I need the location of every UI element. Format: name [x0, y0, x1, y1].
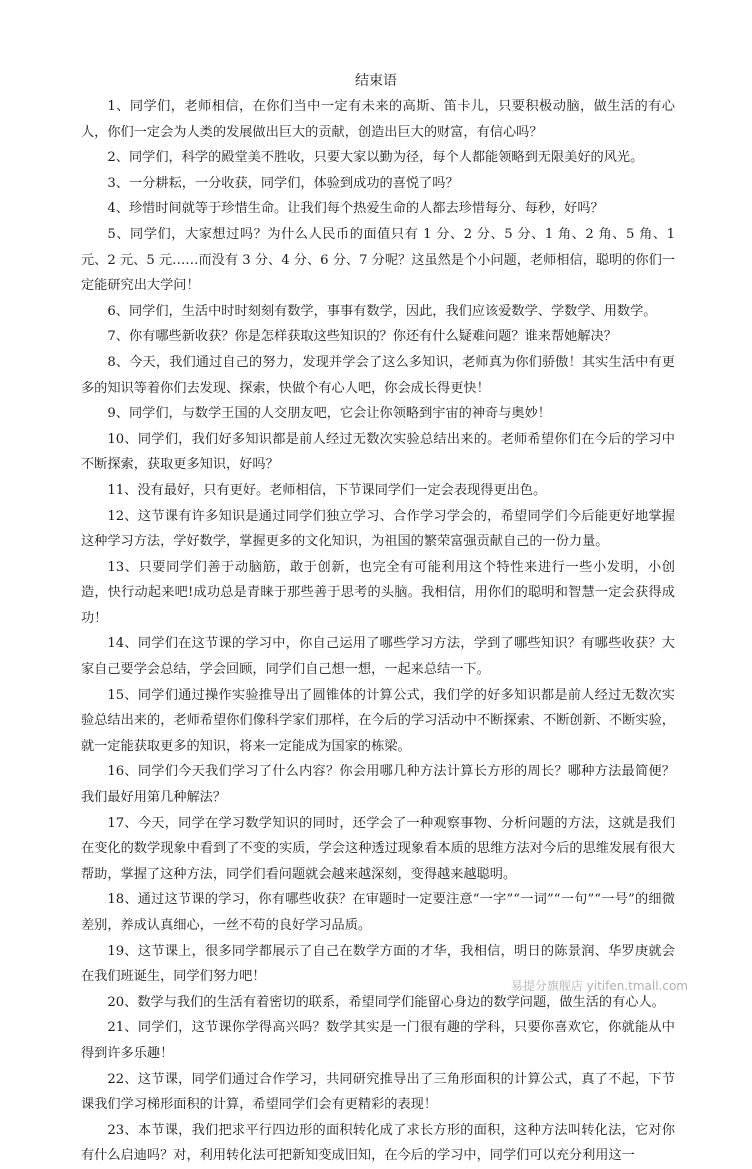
document-body [81, 94, 675, 1169]
paragraph: 23、本节课，我们把求平行四边形的面积转化成了求长方形的面积，这种方法叫转化法，它对你有什么启迪吗？对，利用转化法可把新知变成旧知，在今后的学习中，同学们可以充分利用这一 [81, 1122, 675, 1164]
paragraph: 22、这节课，同学们通过合作学习，共同研究推导出了三角形面积的计算公式，真了不起，下节课我们学习梯形面积的计算，希望同学们会有更精彩的表现！ [81, 1071, 675, 1113]
paragraph: 7、你有哪些新收获？你是怎样获取这些知识的？你还有什么疑难问题？谁来帮她解决？ [107, 329, 617, 345]
page-title: 结束语 [355, 73, 397, 89]
paragraph: 3、一分耕耘，一分收获，同学们，体验到成功的喜悦了吗？ [107, 175, 459, 191]
paragraph: 12、这节课有许多知识是通过同学们独立学习、合作学习学会的，希望同学们今后能更好地掌握这种学习方法，学好数学，掌握更多的文化知识，为祖国的繁荣富强贡献自己的一份力量。 [81, 508, 675, 550]
paragraph: 21、同学们，这节课你学得高兴吗？数学其实是一门很有趣的学科，只要你喜欢它，你就能从中得到许多乐趣！ [81, 1020, 675, 1061]
paragraph: 17、今天，同学在学习数学知识的同时，还学会了一种观察事物、分析问题的方法，这就是我们在变化的数学现象中看到了不变的实质，学会这种透过现象看本质的思维方法对今后的思维发展有很大帮助，掌握了这种方法，同学们看问题就会越来越深刻，变得越来越聪明。 [81, 815, 675, 882]
paragraph: 20、数学与我们的生活有着密切的联系，希望同学们能留心身边的数学问题，做生活的有心人。 [107, 994, 665, 1010]
paragraph: 4、珍惜时间就等于珍惜生命。让我们每个热爱生命的人都去珍惜每分、每秒，好吗？ [107, 201, 604, 217]
paragraph: 1、同学们，老师相信，在你们当中一定有未来的高斯、笛卡儿，只要积极动脑，做生活的有心人，你们一定会为人类的发展做出巨大的贡献，创造出巨大的财富，有信心吗？ [81, 99, 675, 140]
paragraph: 11、没有最好，只有更好。老师相信，下节课同学们一定会表现得更出色。 [107, 482, 547, 498]
paragraph: 2、同学们，科学的殿堂美不胜收，只要大家以勤为径，每个人都能领略到无限美好的风光。 [107, 150, 644, 166]
paragraph: 6、同学们，生活中时时刻刻有数学，事事有数学，因此，我们应该爱数学、学数学、用数学。 [107, 303, 657, 319]
paragraph: 14、同学们在这节课的学习中，你自己运用了哪些学习方法，学到了哪些知识？有哪些收获？大家自己要学会总结，学会回顾，同学们自己想一想，一起来总结一下。 [81, 636, 675, 678]
paragraph: 5、同学们，大家想过吗？为什么人民币的面值只有 1 分、2 分、5 分、1 角、2 角、5 角、1 元、2 元、5 元……而没有 3 分、4 分、6 分、7 分呢？这虽然是个小问题，老师相信，聪明的你们一定能研究出大学问！ [81, 226, 675, 294]
paragraph: 9、同学们，与数学王国的人交朋友吧，它会让你领略到宇宙的神奇与奥妙！ [107, 406, 551, 422]
watermark: 易提分旗舰店 yitifen.tmall.com [510, 979, 688, 993]
paragraph: 15、同学们通过操作实验推导出了圆锥体的计算公式，我们学的好多知识都是前人经过无数次实验总结出来的，老师希望你们像科学家们那样，在今后的学习活动中不断探索、不断创新、不断实验，就一定能获取更多的知识，将来一定能成为国家的栋梁。 [81, 687, 675, 754]
paragraph: 16、同学们今天我们学习了什么内容？你会用哪几种方法计算长方形的周长？哪种方法最简便？我们最好用第几种解法？ [81, 764, 675, 806]
paragraph: 8、今天，我们通过自己的努力，发现并学会了这么多知识，老师真为你们骄傲！其实生活中有更多的知识等着你们去发现、探索，快做个有心人吧，你会成长得更快！ [81, 354, 675, 396]
paragraph: 10、同学们，我们好多知识都是前人经过无数次实验总结出来的。老师希望你们在今后的学习中不断探索，获取更多知识，好吗？ [81, 431, 675, 473]
paragraph: 13、只要同学们善于动脑筋，敢于创新，也完全有可能利用这个特性来进行一些小发明，小创造，快行动起来吧!成功总是青睐于那些善于思考的头脑。我相信，用你们的聪明和智慧一定会获得成功！ [81, 559, 675, 626]
paragraph: 19、这节课上，很多同学都展示了自己在数学方面的才华，我相信，明日的陈景润、华罗庚就会在我们班诞生，同学们努力吧！ [81, 943, 675, 985]
paragraph: 18、通过这节课的学习，你有哪些收获？在审题时一定要注意“一字”“一词”“一句”“一号”的细微差别，养成认真细心，一丝不苟的良好学习品质。 [81, 892, 675, 933]
